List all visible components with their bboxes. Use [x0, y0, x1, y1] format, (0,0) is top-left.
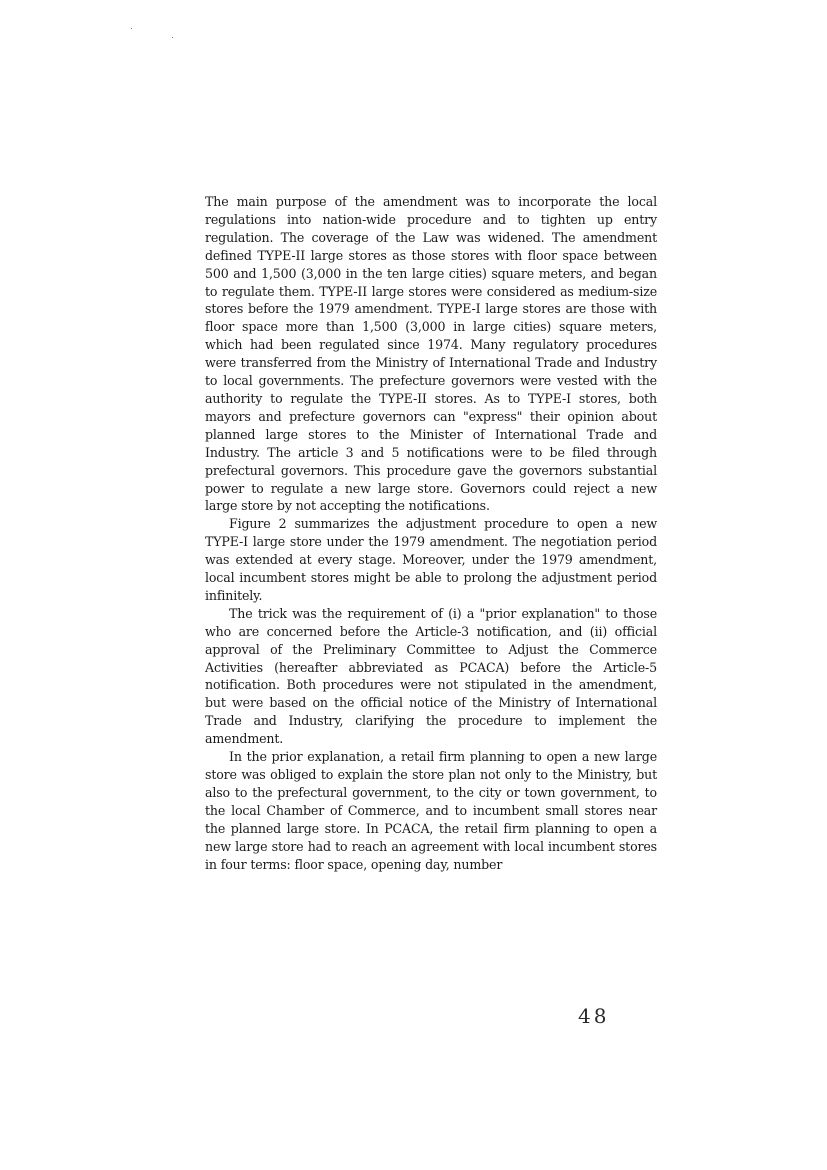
scan-speck — [131, 28, 132, 29]
paragraph-4: In the prior explanation, a retail firm planning to open a new large store was obliged to explain the store plan not only to the Ministry, but also to the prefectural government, to the city or town government, to the local Chamber of Commerce, and to incumbent small stores near the planned large store. In PCACA, the retail firm planning to open a new large store had to reach an agreement with local incumbent stores in four terms: floor space, opening day, number — [205, 749, 657, 872]
paragraph-1: The main purpose of the amendment was to incorporate the local regulations into nation-wide procedure and to tighten up entry regulation. The coverage of the Law was widened. The amendment defined TYPE-II large stores as those stores with floor space between 500 and 1,500 (3,000 in the ten large cities) square meters, and began to regulate them. TYPE-II large stores were considered as medium-size stores before the 1979 amendment. TYPE-I large stores are those with floor space more than 1,500 (3,000 in large cities) square meters, which had been regulated since 1974. Many regulatory procedures were transferred from the Ministry of International Trade and Industry to local governments. The prefecture governors were vested with the authority to regulate the TYPE-II stores. As to TYPE-I stores, both mayors and prefecture governors can "express" their opinion about planned large stores to the Minister of International Trade and Industry. The article 3 and 5 notifications were to be filed through prefectural governors. This procedure gave the governors substantial power to regulate a new large store. Governors could reject a new large store by not accepting the notifications. — [205, 194, 657, 514]
page-number: 48 — [578, 1004, 610, 1028]
paragraph-2: Figure 2 summarizes the adjustment procedure to open a new TYPE-I large store under the 1979 amendment. The negotiation period was extended at every stage. Moreover, under the 1979 amendment, local incumbent stores might be able to prolong the adjustment period infinitely. — [205, 516, 657, 603]
body-text — [205, 193, 657, 873]
scan-speck — [172, 37, 173, 38]
paragraph-3: The trick was the requirement of (i) a "prior explanation" to those who are concerned before the Article-3 notification, and (ii) official approval of the Preliminary Committee to Adjust the Commerce Activities (hereafter abbreviated as PCACA) before the Article-5 notification. Both procedures were not stipulated in the amendment, but were based on the official notice of the Ministry of International Trade and Industry, clarifying the procedure to implement the amendment. — [205, 605, 657, 747]
